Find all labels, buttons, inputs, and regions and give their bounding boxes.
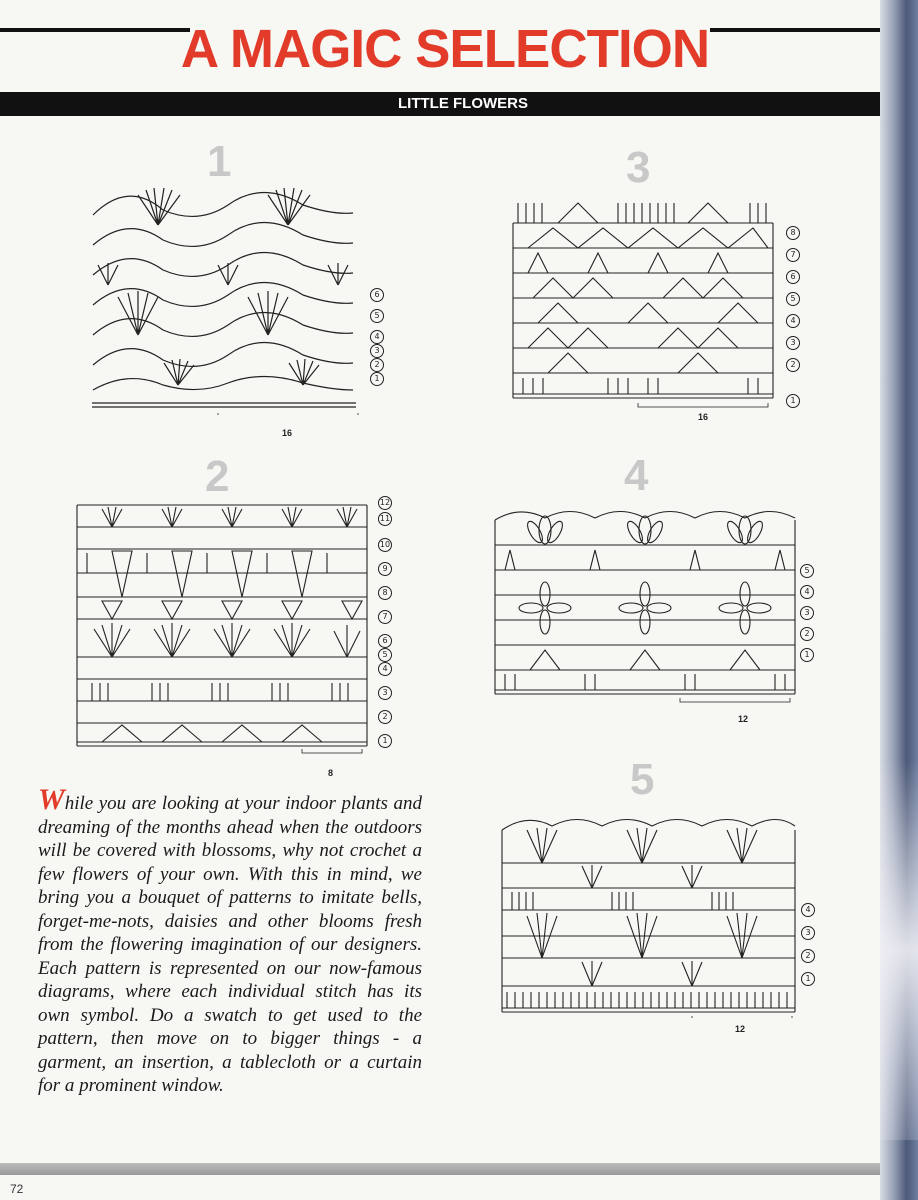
page-number: 72 bbox=[10, 1182, 24, 1196]
crochet-diagram-2 bbox=[72, 497, 372, 757]
row-numbers-1: 6 5 4 3 2 1 bbox=[370, 288, 384, 386]
stitch-repeat-3: 16 bbox=[698, 412, 709, 422]
pattern-number-2: 2 bbox=[205, 452, 230, 501]
row-numbers-3: 8 7 6 5 4 3 2 1 bbox=[786, 226, 800, 415]
stitch-repeat-2: 8 bbox=[328, 768, 334, 778]
title-rule-left bbox=[0, 28, 190, 32]
row-numbers-2: 12 11 10 9 8 7 6 5 4 3 2 1 bbox=[378, 496, 392, 755]
stitch-repeat-1: 16 bbox=[282, 428, 293, 438]
pattern-number-5: 5 bbox=[630, 755, 655, 804]
drop-cap: W bbox=[38, 783, 65, 816]
crochet-diagram-4 bbox=[490, 500, 800, 710]
section-subtitle: LITTLE FLOWERS bbox=[368, 92, 558, 116]
crochet-diagram-1 bbox=[88, 185, 363, 415]
title-rule-right bbox=[710, 28, 880, 32]
footer-bar bbox=[0, 1163, 880, 1175]
adjacent-page-edge bbox=[880, 0, 918, 1200]
pattern-number-1: 1 bbox=[207, 137, 232, 186]
row-numbers-4: 5 4 3 2 1 bbox=[800, 564, 814, 669]
crochet-diagram-5 bbox=[497, 808, 799, 1018]
intro-paragraph bbox=[38, 783, 422, 1098]
intro-text: hile you are looking at your indoor plants and dreaming of the months ahead when the outdoors will be covered with blossoms, why not crochet a few flowers of your own. With this in mind, we bring you a bouquet of patterns to imitate bells, forget-me-nots, daisies and other blooms fresh from the flowering imagination of our designers. Each pattern is represented on our now-famous diagrams, where each individual stitch has its own symbol. Do a swatch to get used to the pattern, then move on to bigger things - a garment, an insertion, a tablecloth or a curtain for a prominent window. bbox=[38, 793, 422, 1096]
pattern-number-4: 4 bbox=[624, 451, 649, 500]
row-numbers-5: 4 3 2 1 bbox=[801, 903, 815, 993]
pattern-number-3: 3 bbox=[626, 143, 651, 192]
crochet-diagram-3 bbox=[508, 198, 780, 410]
page-title: A MAGIC SELECTION bbox=[180, 19, 710, 79]
stitch-repeat-4: 12 bbox=[738, 714, 749, 724]
stitch-repeat-5: 12 bbox=[735, 1024, 746, 1034]
